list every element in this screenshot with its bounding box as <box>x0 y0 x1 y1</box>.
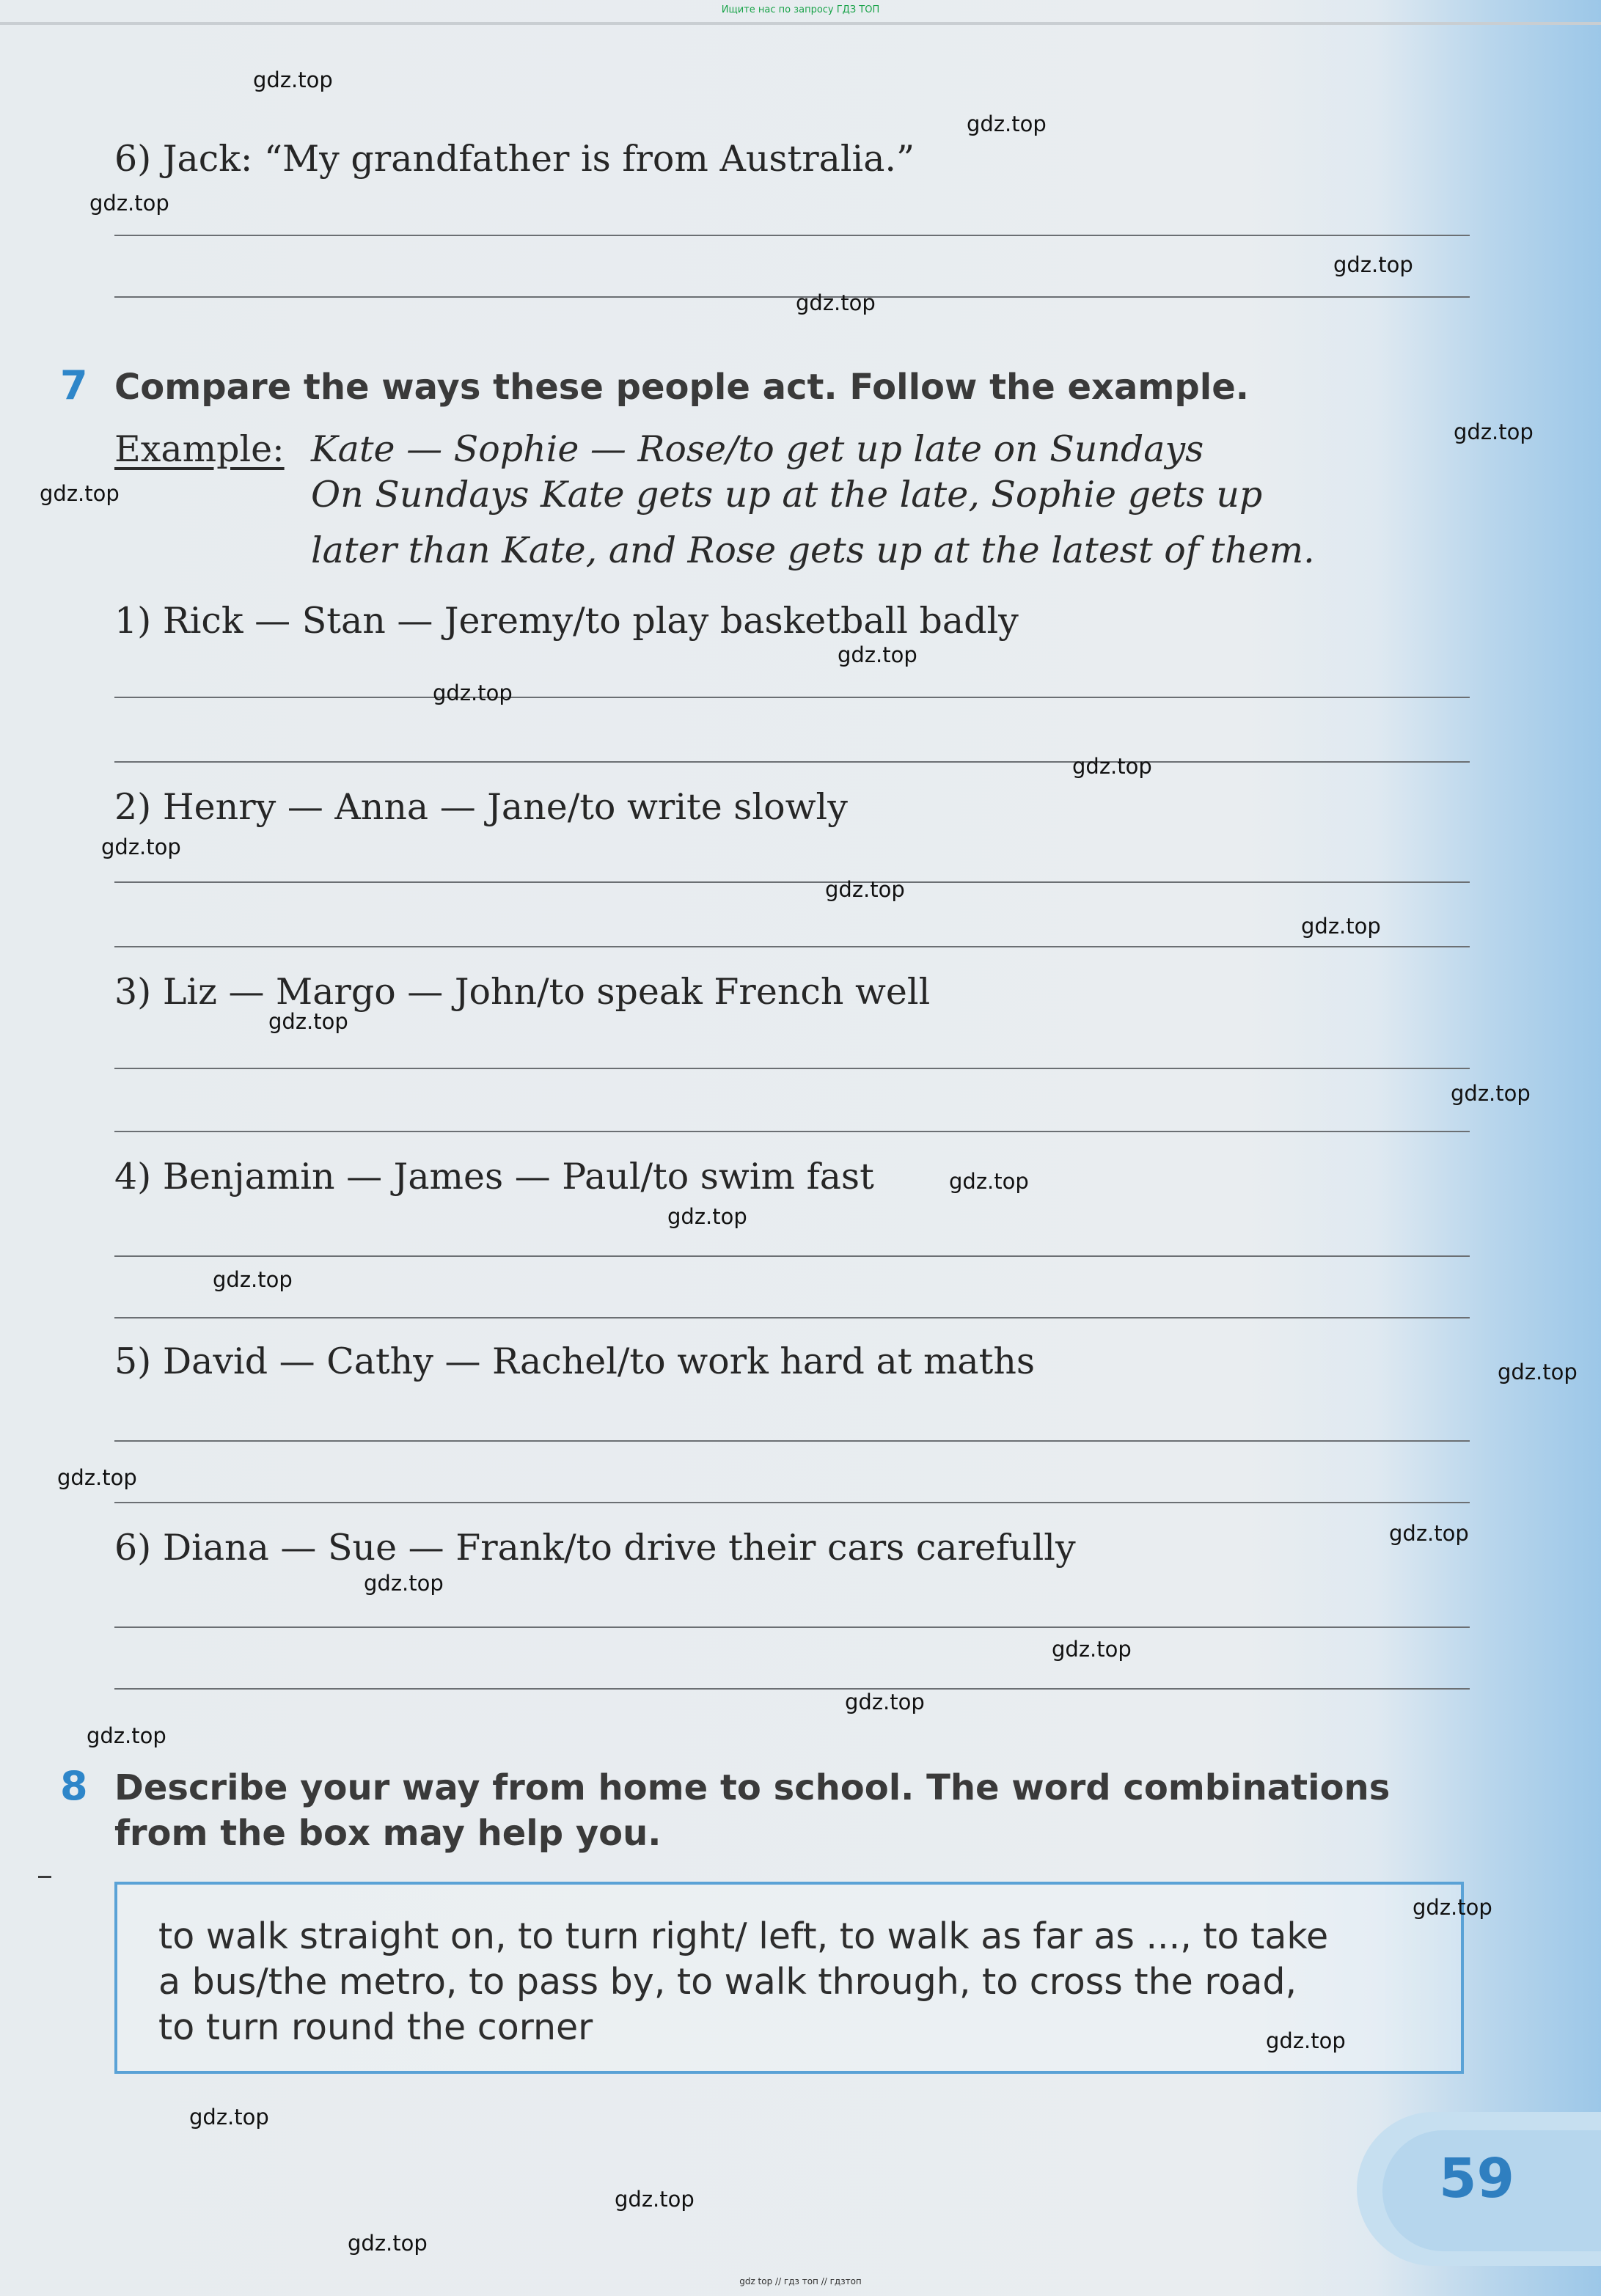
watermark: gdz.top <box>825 877 905 902</box>
watermark: gdz.top <box>1454 419 1534 444</box>
answer-line <box>114 1068 1470 1069</box>
task-7-item-6: 6) Diana — Sue — Frank/to drive their cars carefully <box>114 1527 1076 1569</box>
task-7-item-2: 2) Henry — Anna — Jane/to write slowly <box>114 786 848 828</box>
answer-line <box>114 1440 1470 1442</box>
box-line: to walk straight on, to turn right/ left, to walk as far as ..., to take <box>158 1915 1329 1957</box>
watermark: gdz.top <box>89 191 169 216</box>
watermark: gdz.top <box>845 1690 925 1714</box>
answer-line <box>114 235 1470 236</box>
watermark: gdz.top <box>189 2105 269 2130</box>
watermark: gdz.top <box>1072 754 1152 779</box>
watermark: gdz.top <box>667 1204 747 1229</box>
watermark: gdz.top <box>1389 1521 1469 1546</box>
header-note: Ищите нас по запросу ГДЗ ТОП <box>721 4 880 15</box>
watermark: gdz.top <box>348 2231 428 2256</box>
task-7-item-3: 3) Liz — Margo — John/to speak French well <box>114 971 931 1013</box>
watermark: gdz.top <box>268 1009 348 1034</box>
watermark: gdz.top <box>1451 1081 1531 1106</box>
example-line: later than Kate, and Rose gets up at the latest of them. <box>311 529 1315 571</box>
answer-line <box>114 1626 1470 1628</box>
task-7-item-5: 5) David — Cathy — Rachel/to work hard at maths <box>114 1340 1036 1382</box>
watermark: gdz.top <box>1052 1637 1132 1662</box>
watermark: gdz.top <box>967 111 1047 136</box>
watermark: gdz.top <box>213 1267 293 1292</box>
word-combinations-box <box>114 1882 1464 2074</box>
watermark: gdz.top <box>1333 252 1413 277</box>
answer-line <box>114 1317 1470 1318</box>
margin-mark <box>38 1876 51 1878</box>
watermark: gdz.top <box>101 835 181 859</box>
watermark: gdz.top <box>1301 914 1381 939</box>
answer-line <box>114 881 1470 883</box>
task-7-number: 7 <box>60 362 88 408</box>
watermark: gdz.top <box>87 1723 166 1748</box>
answer-line <box>114 1255 1470 1257</box>
answer-line <box>114 697 1470 698</box>
watermark: gdz.top <box>838 642 917 667</box>
watermark: gdz.top <box>1266 2028 1346 2053</box>
answer-line <box>114 1502 1470 1503</box>
example-line: Kate — Sophie — Rose/to get up late on Sundays <box>311 428 1204 470</box>
example-label: Example: <box>114 428 285 470</box>
watermark: gdz.top <box>57 1465 137 1490</box>
task-8-number: 8 <box>60 1763 88 1809</box>
task-7-item-1: 1) Rick — Stan — Jeremy/to play basketball badly <box>114 600 1019 642</box>
answer-line <box>114 1688 1470 1690</box>
watermark: gdz.top <box>615 2187 695 2212</box>
box-line: to turn round the corner <box>158 2006 593 2048</box>
task-8-instruction-line: Describe your way from home to school. The word combinations <box>114 1767 1391 1808</box>
prev-item: 6) Jack: “My grandfather is from Australia.” <box>114 138 915 180</box>
page-number: 59 <box>1439 2147 1514 2210</box>
watermark: gdz.top <box>433 681 513 705</box>
watermark: gdz.top <box>40 481 120 506</box>
task-7-item-4: 4) Benjamin — James — Paul/to swim fast <box>114 1156 874 1197</box>
watermark: gdz.top <box>1413 1895 1492 1920</box>
answer-line <box>114 946 1470 947</box>
task-7-instruction: Compare the ways these people act. Follow the example. <box>114 367 1249 408</box>
answer-line <box>114 1131 1470 1132</box>
box-line: a bus/the metro, to pass by, to walk through, to cross the road, <box>158 1961 1297 2003</box>
page-top-edge <box>0 22 1601 25</box>
watermark: gdz.top <box>253 67 333 92</box>
task-8-instruction-line: from the box may help you. <box>114 1813 662 1854</box>
answer-line <box>114 296 1470 298</box>
answer-line <box>114 761 1470 763</box>
watermark: gdz.top <box>796 290 876 315</box>
footer-note: gdz top // гдз топ // гдзтоп <box>739 2276 862 2286</box>
example-line: On Sundays Kate gets up at the late, Sophie gets up <box>311 474 1263 516</box>
watermark: gdz.top <box>949 1169 1029 1194</box>
watermark: gdz.top <box>1498 1360 1578 1384</box>
watermark: gdz.top <box>364 1571 444 1596</box>
